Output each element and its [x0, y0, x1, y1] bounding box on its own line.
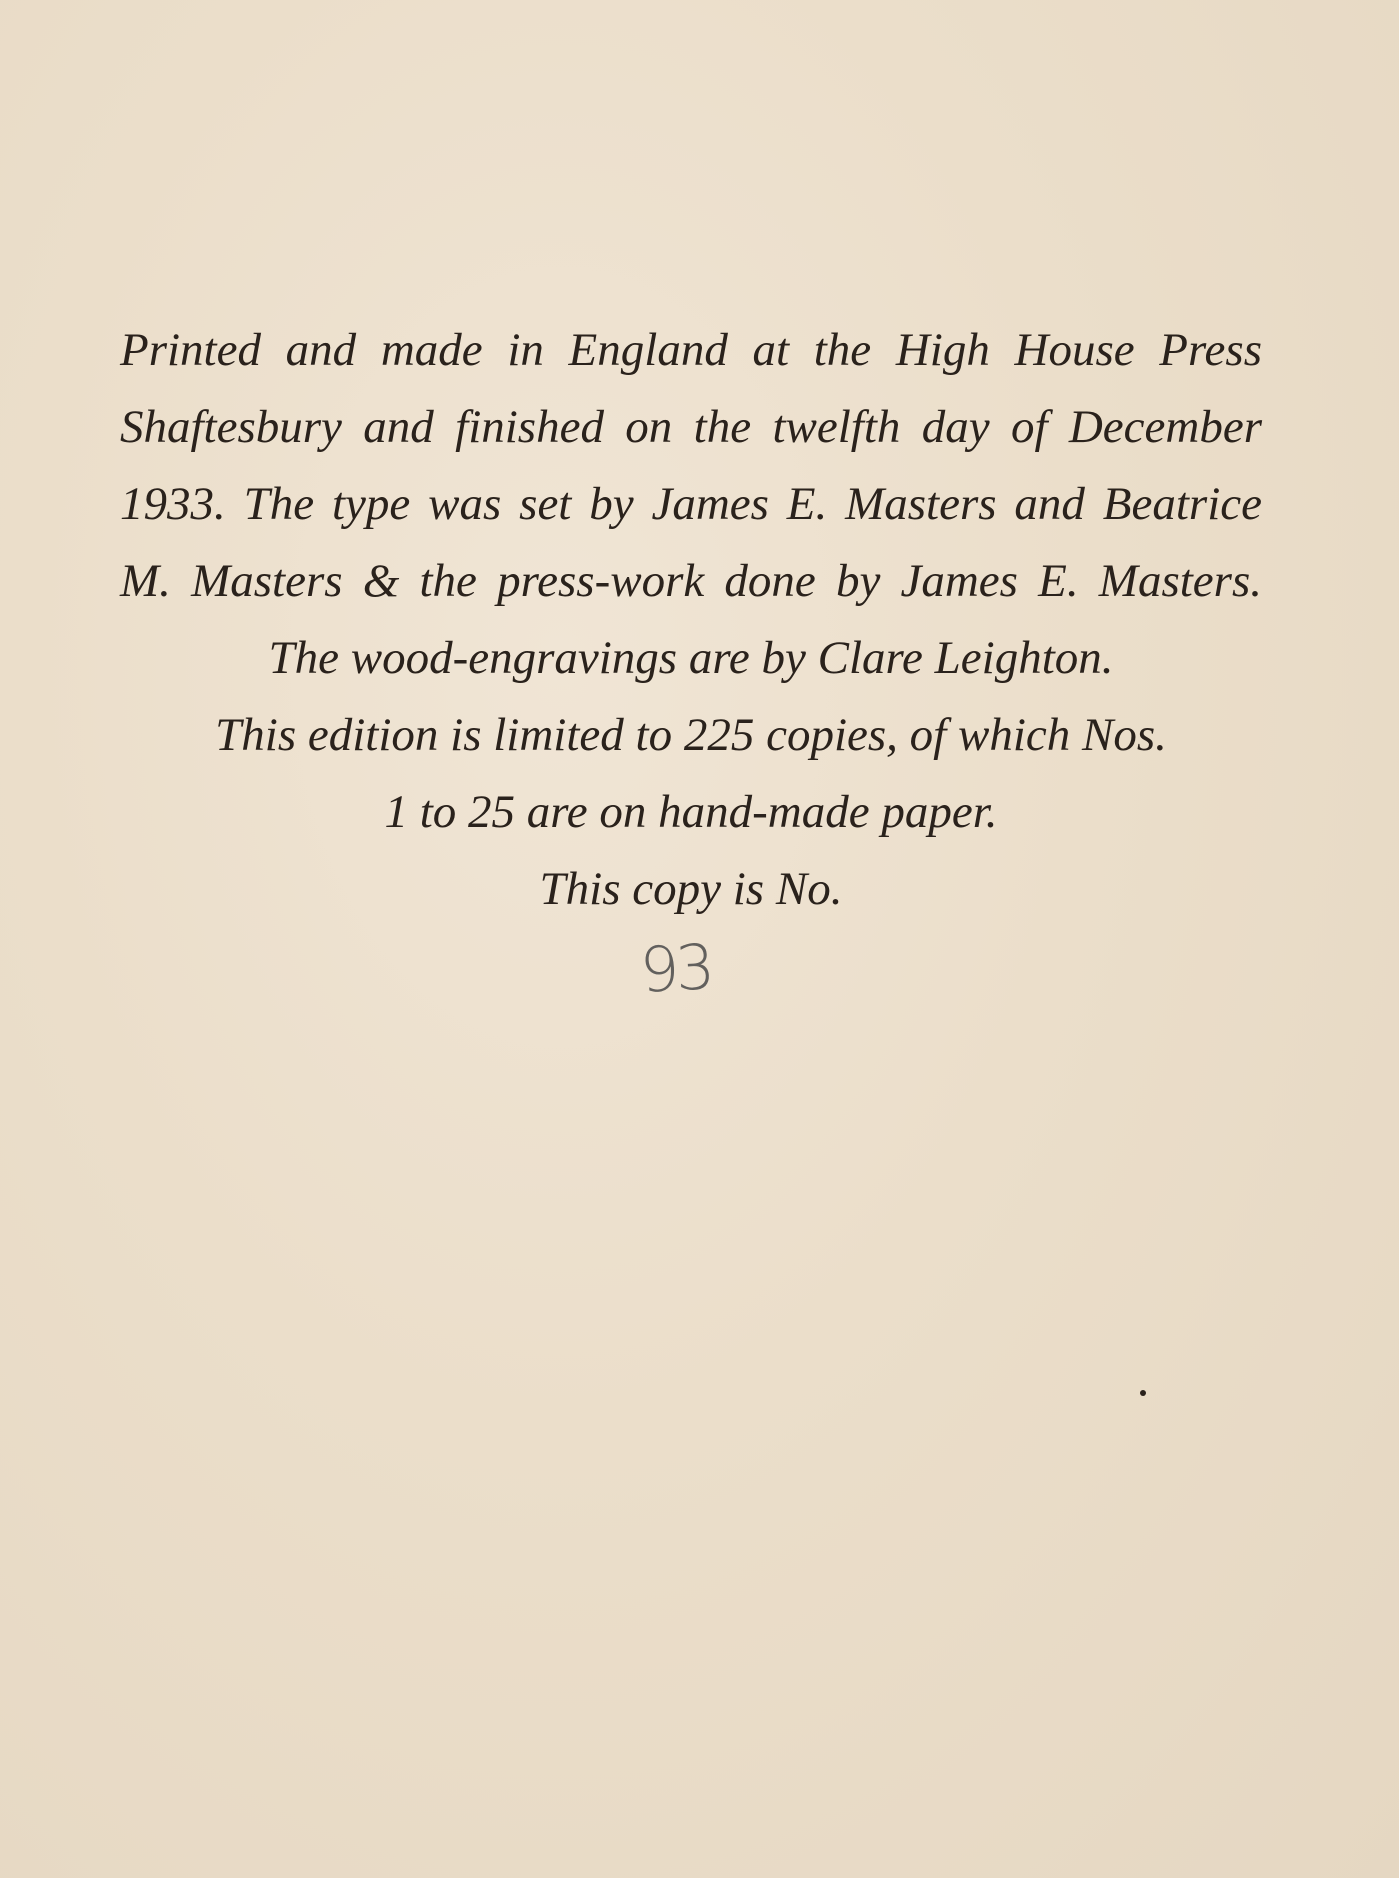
handwritten-copy-number: 93: [638, 930, 713, 1007]
colophon-line-5: The wood-engravings are by Clare Leighton.: [268, 632, 1114, 684]
colophon-line-7: 1 to 25 are on hand-made paper.: [384, 786, 998, 838]
colophon-line-1: Printed and made in England at the High House Press: [120, 324, 1262, 376]
colophon-line-2: Shaftesbury and finished on the twelfth day of December: [120, 401, 1262, 453]
colophon-line-8: This copy is No.: [539, 863, 843, 915]
colophon: [120, 312, 1262, 928]
colophon-line-4: M. Masters & the press-work done by James E. Masters.: [120, 555, 1262, 607]
colophon-line-3: 1933. The type was set by James E. Masters and Beatrice: [120, 478, 1262, 530]
paper-speck: [1140, 1390, 1146, 1396]
colophon-line-6: This edition is limited to 225 copies, of which Nos.: [215, 709, 1167, 761]
